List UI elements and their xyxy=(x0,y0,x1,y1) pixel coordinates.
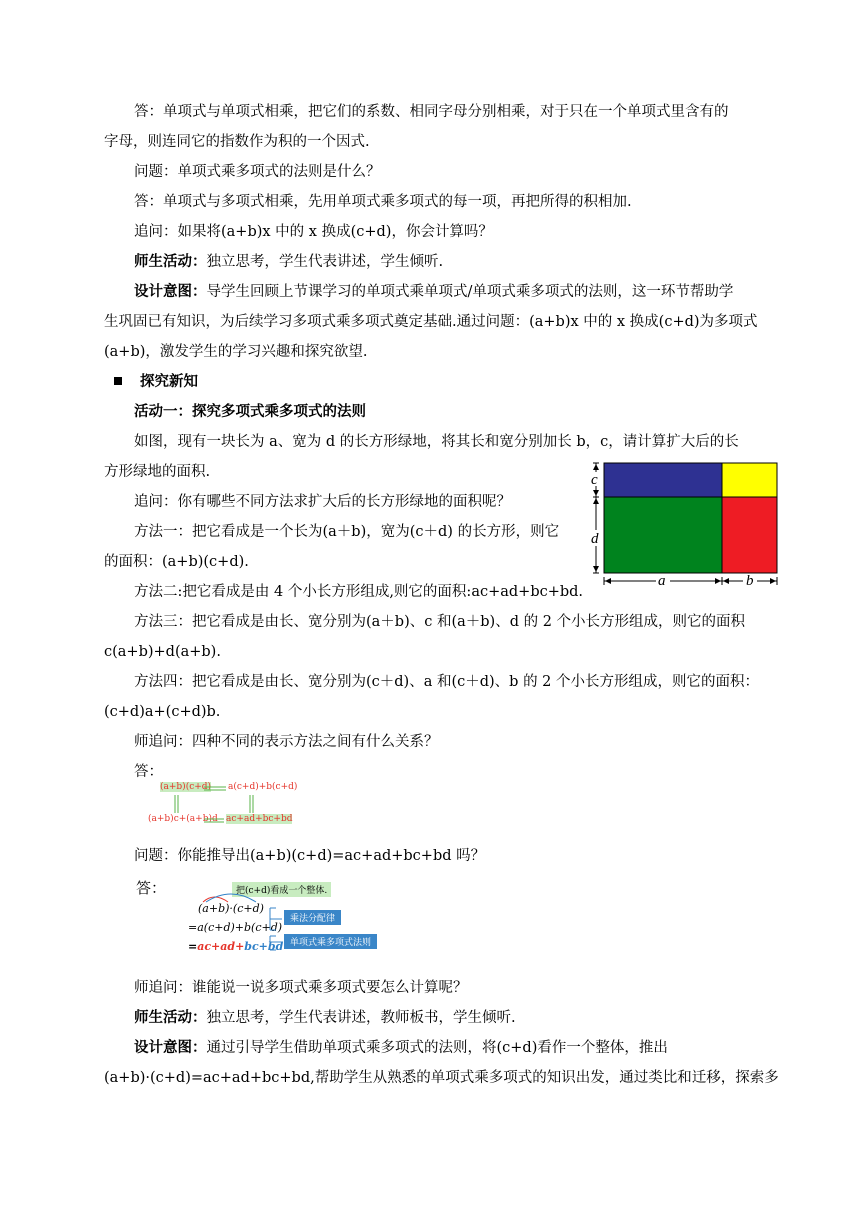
design-label-2: 设计意图： xyxy=(134,1039,207,1056)
label-c: c xyxy=(591,472,598,488)
question-line: 问题：单项式乘多项式的法则是什么？ xyxy=(134,164,381,180)
label-b: b xyxy=(746,573,754,589)
rect-bottom-right xyxy=(722,497,777,573)
body-line-11: 师追问：四种不同的表示方法之间有什么关系？ xyxy=(134,734,439,750)
design-line-1 xyxy=(134,282,784,302)
derivation-tag-2: 单项式乘多项式法则 xyxy=(284,934,377,949)
relation-term-2: a(c+d)+b(c+d) xyxy=(228,782,298,792)
body-line-10: (c+d)a+(c+d)b. xyxy=(104,704,221,720)
label-d: d xyxy=(591,531,599,547)
derivation-step-2: =a(c+d)+b(c+d) xyxy=(188,921,283,934)
relation-diagram xyxy=(146,780,298,828)
design-line-5: (a+b)·(c+d)=ac+ad+bc+bd,帮助学生从熟悉的单项式乘多项式的知识出发，通过类比和迁移，探索多 xyxy=(104,1070,779,1086)
design-label: 设计意图： xyxy=(134,283,207,300)
body-line-2: 方形绿地的面积. xyxy=(104,464,211,480)
section-heading xyxy=(114,372,764,392)
activity-line-1 xyxy=(134,252,784,272)
answer-line-1: 答：单项式与单项式相乘，把它们的系数、相同字母分别相乘，对于只在一个单项式里含有的 xyxy=(134,104,729,120)
question-line-2: 问题：你能推导出(a+b)(c+d)=ac+ad+bc+bd 吗？ xyxy=(134,848,486,864)
derivation-tag-1: 乘法分配律 xyxy=(284,910,341,925)
relation-connectors xyxy=(146,780,286,828)
derivation-connectors xyxy=(186,878,386,958)
body-line-6: 方法二:把它看成是由 4 个小长方形组成,则它的面积:ac+ad+bc+bd. xyxy=(134,584,584,600)
derivation-step-1: (a+b)·(c+d) xyxy=(198,902,264,915)
derivation-diagram xyxy=(186,878,386,958)
derivation-step-3-prefix: = xyxy=(188,940,198,953)
relation-term-4: ac+ad+bc+bd xyxy=(226,814,293,824)
relation-term-3: (a+b)c+(a+b)d xyxy=(148,814,218,824)
activity-label: 师生活动： xyxy=(134,253,207,270)
rect-top-left xyxy=(604,463,722,497)
relation-term-1: (a+b)(c+d) xyxy=(160,782,212,792)
answer-line-2: 字母，则连同它的指数作为积的一个因式. xyxy=(104,134,370,150)
answer-label-2: 答： xyxy=(136,879,167,897)
activity-text: 独立思考，学生代表讲述，学生倾听. xyxy=(206,254,444,270)
activity-line-2 xyxy=(134,1008,784,1028)
body-line-8: c(a+b)+d(a+b). xyxy=(104,644,221,660)
activity-title: 活动一：探究多项式乘多项式的法则 xyxy=(134,403,366,420)
follow-up-line: 追问：如果将(a+b)x 中的 x 换成(c+d)，你会计算吗？ xyxy=(134,224,493,240)
design-line-2: 生巩固已有知识，为后续学习多项式乘多项式奠定基础.通过问题：(a+b)x 中的 x 换成(c+d)为多项式 xyxy=(104,314,758,330)
derivation-step-3-red: ac+ad+ xyxy=(197,940,245,953)
body-line-3: 追问：你有哪些不同方法求扩大后的长方形绿地的面积呢？ xyxy=(134,494,511,510)
rect-bottom-left xyxy=(604,497,722,573)
design-line-3: (a+b)，激发学生的学习兴趣和探究欲望. xyxy=(104,344,368,360)
body-line-12: 答： xyxy=(134,764,163,780)
activity-text-2: 独立思考，学生代表讲述，教师板书，学生倾听. xyxy=(206,1010,516,1026)
derivation-step-3-blue: bc+bd xyxy=(244,940,284,953)
design-text-1: 导学生回顾上节课学习的单项式乘单项式/单项式乘多项式的法则，这一环节帮助学 xyxy=(206,284,734,300)
activity-label-2: 师生活动： xyxy=(134,1009,207,1026)
design-text-4: 通过引导学生借助单项式乘多项式的法则，将(c+d)看作一个整体，推出 xyxy=(206,1040,668,1056)
design-line-4 xyxy=(134,1038,784,1058)
section-title: 探究新知 xyxy=(140,373,198,390)
body-line-7: 方法三：把它看成是由长、宽分别为(a＋b)、c 和(a＋b)、d 的 2 个小长方形组成，则它的面积 xyxy=(134,614,746,630)
follow-up-line-2: 师追问：谁能说一说多项式乘多项式要怎么计算呢？ xyxy=(134,980,468,996)
derivation-note: 把(c+d)看成一个整体. xyxy=(232,882,331,897)
body-line-1: 如图，现有一块长为 a、宽为 d 的长方形绿地，将其长和宽分别加长 b，c，请计算扩大后的长 xyxy=(134,434,739,450)
rectangle-diagram xyxy=(588,460,788,590)
body-line-5: 的面积：(a+b)(c+d). xyxy=(104,554,249,570)
label-a: a xyxy=(658,573,666,589)
rect-top-right xyxy=(722,463,777,497)
answer-line-3: 答：单项式与多项式相乘，先用单项式乘多项式的每一项，再把所得的积相加. xyxy=(134,194,632,210)
body-line-4: 方法一：把它看成是一个长为(a＋b)，宽为(c＋d) 的长方形，则它 xyxy=(134,524,560,540)
body-line-9: 方法四：把它看成是由长、宽分别为(c＋d)、a 和(c＋d)、b 的 2 个小长方形组成，则它的面积： xyxy=(134,674,760,690)
bullet-square-icon xyxy=(114,377,122,385)
